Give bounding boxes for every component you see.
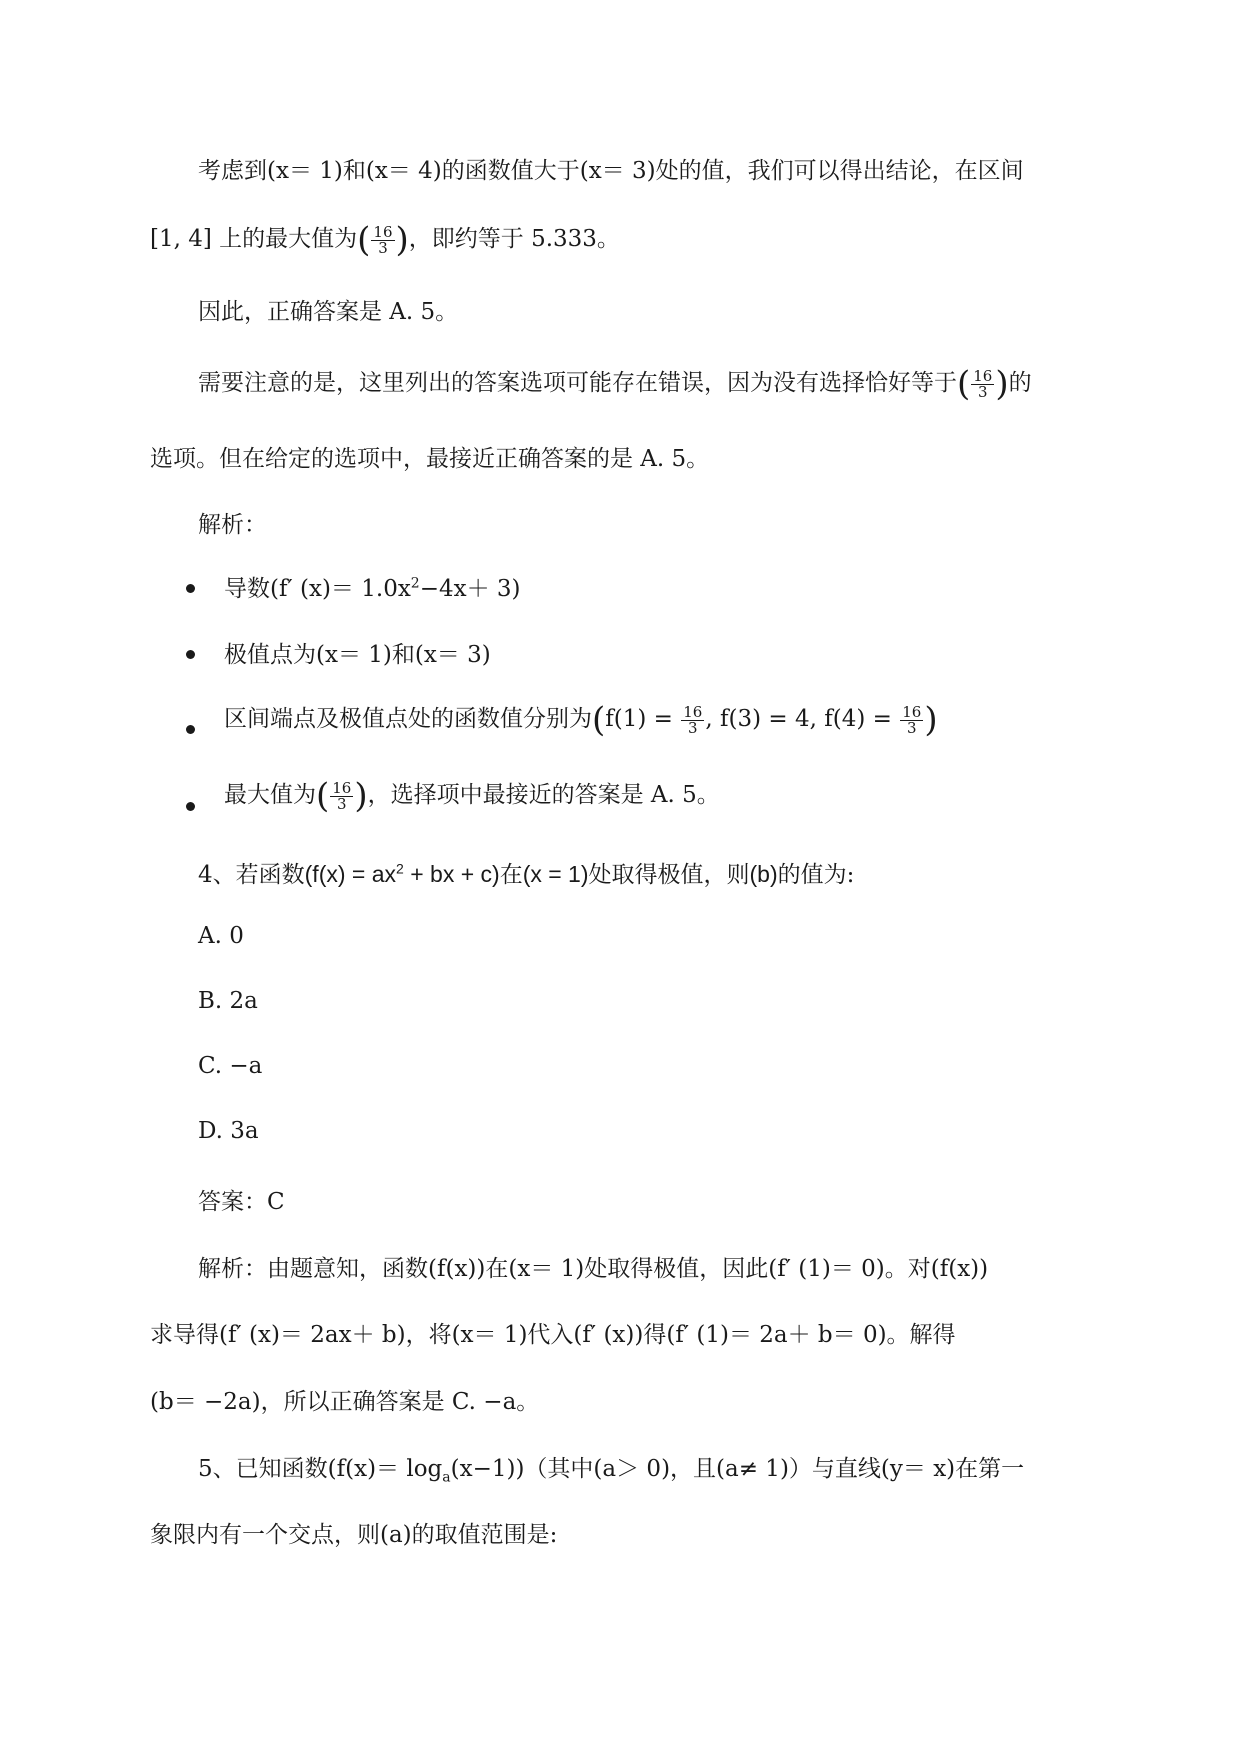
subscript: a bbox=[442, 1469, 451, 1486]
right-paren: ) bbox=[924, 700, 938, 740]
bullet-maximum bbox=[224, 776, 720, 816]
left-paren: ( bbox=[592, 700, 606, 740]
text-segment: 区间端点及极值点处的函数值分别为 bbox=[224, 706, 592, 732]
text-segment: [1, 4] 上的最大值为 bbox=[150, 226, 358, 252]
fraction-denominator: 3 bbox=[978, 382, 988, 401]
paragraph-answer: 因此，正确答案是 A. 5。 bbox=[198, 299, 459, 325]
fraction-numerator: 16 bbox=[973, 366, 993, 385]
bullet-marker bbox=[186, 802, 195, 811]
formula-segment bbox=[305, 861, 500, 887]
text-segment: (f(x) = ax bbox=[304, 861, 397, 887]
left-paren: ( bbox=[957, 364, 971, 404]
text-segment: f(1) = bbox=[605, 706, 681, 732]
bullet-values bbox=[224, 700, 938, 740]
paragraph-note-line2: 选项。但在给定的选项中，最接近正确答案的是 A. 5。 bbox=[150, 446, 710, 472]
text-segment: ，选择项中最接近的答案是 A. 5。 bbox=[367, 782, 720, 808]
paragraph-conclusion-line2 bbox=[150, 220, 620, 260]
fraction-numerator: 16 bbox=[683, 702, 703, 721]
explanation-line2: 求导得(f′ (x)＝ 2ax＋ b)，将(x＝ 1)代入(f′ (x))得(f′ (1)＝ 2a＋ b＝ 0)。解得 bbox=[150, 1322, 956, 1348]
text-segment: 需要注意的是，这里列出的答案选项可能存在错误，因为没有选择恰好等于 bbox=[198, 370, 957, 396]
paragraph-note-line1 bbox=[198, 364, 1032, 404]
question-5-stem-line1 bbox=[198, 1450, 1024, 1486]
analysis-label: 解析： bbox=[198, 512, 267, 538]
fraction-denominator: 3 bbox=[688, 718, 698, 737]
fraction-numerator: 16 bbox=[902, 702, 922, 721]
text-segment: 4、若函数 bbox=[198, 862, 305, 888]
paragraph-conclusion-line1: 考虑到(x＝ 1)和(x＝ 4)的函数值大于(x＝ 3)处的值，我们可以得出结论，在区间 bbox=[198, 158, 1024, 184]
formula-segment: (b) bbox=[749, 861, 778, 887]
right-paren: ) bbox=[354, 776, 368, 816]
text-segment: 最大值为 bbox=[224, 782, 316, 808]
text-segment: (x−1))（其中(a＞ 0)，且(a≠ 1)）与直线(y＝ x)在第一 bbox=[450, 1456, 1025, 1482]
fraction-16-3 bbox=[330, 778, 353, 813]
question-5-stem-line2: 象限内有一个交点，则(a)的取值范围是: bbox=[150, 1522, 558, 1548]
option-c: C. −a bbox=[198, 1053, 263, 1079]
fraction-16-3 bbox=[681, 702, 704, 737]
bullet-derivative bbox=[224, 570, 521, 603]
text-segment: 5、已知函数(f(x)＝ log bbox=[198, 1456, 443, 1482]
bullet-marker bbox=[186, 650, 195, 659]
text-segment: + bx + c) bbox=[403, 861, 500, 887]
fraction-denominator: 3 bbox=[378, 238, 388, 257]
left-paren: ( bbox=[357, 220, 371, 260]
fraction-16-3 bbox=[900, 702, 923, 737]
fraction-16-3 bbox=[371, 222, 394, 257]
text-segment: , f(3) = 4, f(4) = bbox=[705, 706, 900, 732]
exponent: 2 bbox=[396, 860, 404, 877]
option-d: D. 3a bbox=[198, 1118, 259, 1144]
option-a: A. 0 bbox=[198, 923, 244, 949]
fraction-denominator: 3 bbox=[337, 794, 347, 813]
fraction-16-3 bbox=[971, 366, 994, 401]
text-segment: −4x＋ 3) bbox=[419, 576, 521, 602]
formula-segment: (x = 1) bbox=[522, 861, 589, 887]
text-segment: 的 bbox=[1008, 370, 1032, 396]
right-paren: ) bbox=[395, 220, 409, 260]
bullet-marker bbox=[186, 584, 195, 593]
bullet-extrema: 极值点为(x＝ 1)和(x＝ 3) bbox=[224, 642, 491, 668]
bullet-marker bbox=[186, 725, 195, 734]
explanation-line3: (b＝ −2a)，所以正确答案是 C. −a。 bbox=[150, 1389, 540, 1415]
text-segment: ，即约等于 5.333。 bbox=[408, 226, 620, 252]
text-segment: 的值为: bbox=[777, 862, 855, 888]
fraction-denominator: 3 bbox=[906, 718, 917, 737]
left-paren: ( bbox=[316, 776, 330, 816]
right-paren: ) bbox=[995, 364, 1009, 404]
fraction-numerator: 16 bbox=[332, 778, 352, 797]
answer-line: 答案：C bbox=[198, 1189, 285, 1215]
explanation-line1: 解析：由题意知，函数(f(x))在(x＝ 1)处取得极值，因此(f′ (1)＝ 0)。对(f(x)) bbox=[198, 1256, 989, 1282]
question-4-stem bbox=[198, 856, 854, 889]
exponent: 2 bbox=[410, 575, 420, 592]
fraction-numerator: 16 bbox=[373, 222, 393, 241]
text-segment: 在 bbox=[499, 862, 523, 888]
text-segment: 导数(f′ (x)＝ 1.0x bbox=[224, 576, 411, 602]
text-segment: 处取得极值，则 bbox=[588, 862, 750, 888]
option-b: B. 2a bbox=[198, 988, 258, 1014]
